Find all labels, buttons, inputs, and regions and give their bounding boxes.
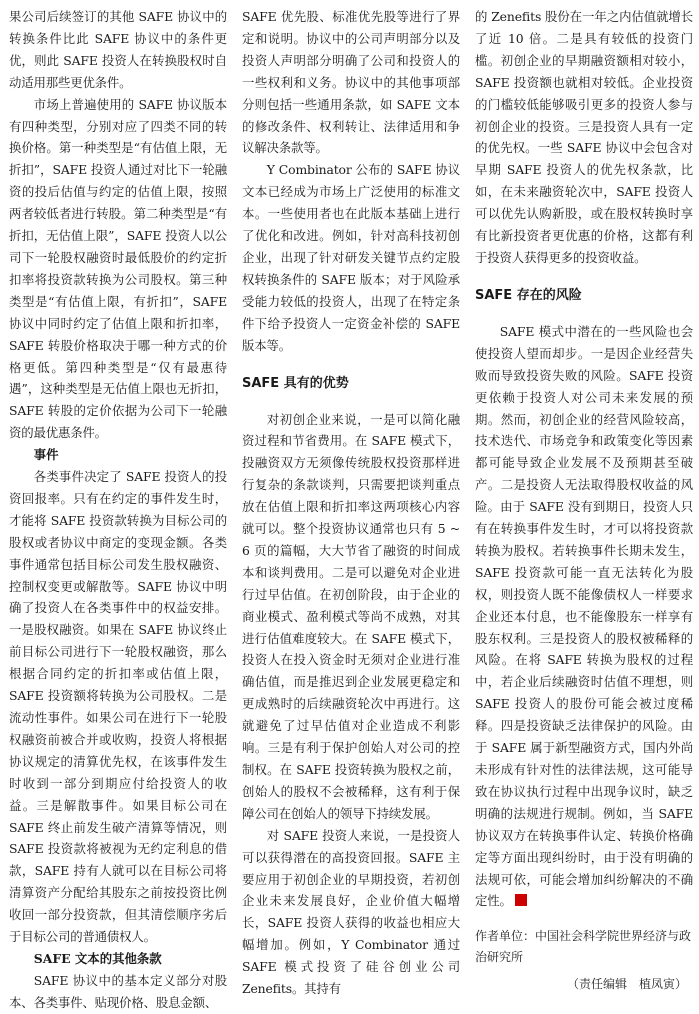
column-2 [242,6,460,1000]
editor-credit: （责任编辑 植凤寅） [566,977,687,992]
paragraph: 对初创企业来说，一是可以简化融资过程和节省费用。在 SAFE 模式下，投融资双方无须像传统股权投资那样进行复杂的条款谈判，只需要把谈判重点放在估值上限和折扣率这两项核心内容就可以。整个投资协议通常也只有 5 ~ 6 页的篇幅，大大节省了融资的时间成本和谈判费用。二是可以避免对企业进行过早估值。在初创阶段，由于企业的商业模式、盈利模式等尚不成熟，对其进行估值难度较大。在 SAFE 模式下，投资人在投入资金时无须对企业进行准确估值，而是推迟到企业发展更稳定和更成熟时的后续融资轮次中再进行。这就避免了过早估值对企业造成不利影响。三是有利于保护创始人对公司的控制权。在 SAFE 投资转换为股权之前，创始人的股权不会被稀释，这有利于保障公司在创始人的领导下持续发展。 [242,411,460,821]
paragraph: 各类事件决定了 SAFE 投资人的投资回报率。只有在约定的事件发生时，才能将 SAFE 投资款转换为目标公司的股权或者协议中商定的变现金额。各类事件通常包括目标公司发生股权融资、控制权变更或解散等。SAFE 协议中明确了投资人在各类事件中的权益安排。一是股权融资。如果在 SAFE 协议终止前目标公司进行下一轮股权融资，那么根据合同约定的折扣率或估值上限，SAFE 投资额将转换为公司股权。二是流动性事件。如果公司在进行下一轮股权融资前被合并或收购，投资人将根据协议规定的清算优先权，在该事件发生时收到一部分到期应付给投资人的收益。三是解散事件。如果目标公司在 SAFE 终止前发生破产清算等情况，则 SAFE 投资款将被视为无约定利息的借款，SAFE 持有人就可以在目标公司将清算资产分配给其股东之前按投资比例收回一部分投资款，但其清偿顺序劣后于目标公司的普通债权人。 [9,469,227,945]
paragraph: 果公司后续签订的其他 SAFE 协议中的转换条件比此 SAFE 协议中的条件更优，则此 SAFE 投资人在转换股权时自动适用那些更优条件。 [9,9,227,90]
paragraph-last [475,321,693,912]
paragraph: 的 Zenefits 股份在一年之内估值就增长了近 10 倍。二是具有较低的投资门槛。初创企业的早期融资额相对较小，SAFE 投资额也就相对较低。企业投资的门槛较低能够吸引更多的投资人参与初创企业的投资。三是投资人具有一定的优先权。一些 SAFE 协议中会包含对早期 SAFE 投资人的优先权条款，比如，在未来融资轮次中，SAFE 投资人可以优先认购新股，或在股权转换时享有比新投资者更优惠的价格，这都有利于投资人获得更多的投资收益。 [475,9,693,265]
paragraph: 市场上普遍使用的 SAFE 协议版本有四种类型，分别对应了四类不同的转换价格。第一种类型是“有估值上限，无折扣”，SAFE 投资人通过对比下一轮融资的投后估值与约定的估值上限，按照两者较低者进行转股。第二种类型是“有折扣，无估值上限”，SAFE 投资人以公司下一轮股权融资时最低股价的约定折扣率将投资款转换为公司股权。第三种类型是“有估值上限，有折扣”，SAFE 协议中同时约定了估值上限和折扣率，SAFE 转股价格取决于哪一种方式的价格更低。第四种类型是“仅有最惠待遇”，这种类型是无估值上限也无折扣，SAFE 转股的定价依据为公司下一轮融资的最优惠条件。 [9,96,227,441]
paragraph: SAFE 优先股、标准优先股等进行了界定和说明。协议中的公司声明部分以及投资人声明部分明确了公司和投资人的一些权利和义务。协议中的其他事项部分则包括一些通用条款，如 SAFE 文本的修改条件、权利转让、法律适用和争议解决条款等。 [242,9,460,156]
paragraph: SAFE 协议中的基本定义部分对股本、各类事件、贴现价格、股息金额、 [9,972,227,1010]
paragraph-text: SAFE 模式中潜在的一些风险也会使投资人望而却步。一是因企业经营失败而导致投资失败的风险。SAFE 投资更依赖于投资人对公司未来发展的预期。然而，初创企业的经营风险较高，技术迭代、市场竞争和政策变化等因素都可能导致企业发展不及预期甚至破产。二是投资人无法取得股权收益的风险。由于 SAFE 没有到期日，投资人只有在转换事件发生时，才可以将投资款转换为股权。若转换事件长期未发生，SAFE 投资款可能一直无法转化为股权，则投资人既不能像债权人一样要求企业还本付息，也不能像股东一样享有股东权利。三是投资人的股权被稀释的风险。在将 SAFE 转换为股权的过程中，若企业后续融资时估值不理想，则 SAFE 投资人的股份可能会被过度稀释。四是投资缺乏法律保护的风险。由于 SAFE 属于新型融资方式，国内外尚未形成有针对性的法律法规，这可能导致在协议执行过程中出现争议时，缺乏明确的法规进行规制。例如，当 SAFE 协议双方在转换事件认定、转换价格确定等方面出现纠纷时，由于没有明确的法规可依，可能会增加纠纷解决的不确定性。 [475,323,693,909]
paragraph: 对 SAFE 投资人来说，一是投资人可以获得潜在的高投资回报。SAFE 主要应用于初创企业的早期投资，若初创企业未来发展良好，企业价值大幅增长，SAFE 投资人获得的收益也相应大幅增加。例如，Y Combinator 通过 SAFE 模式投资了硅谷创业公司 Zenefits。其持有 [242,827,460,997]
section-heading-risks: SAFE 存在的风险 [475,287,582,303]
section-heading-advantages: SAFE 具有的优势 [242,375,349,391]
author-affiliation: 作者单位：中国社会科学院世界经济与政治研究所 [475,929,692,965]
subheading-other-terms: SAFE 文本的其他条款 [33,950,162,966]
column-1 [9,6,227,1014]
subheading-events: 事件 [33,447,59,463]
column-3 [475,6,693,995]
end-mark-icon [515,894,527,906]
paragraph: Y Combinator 公布的 SAFE 协议文本已经成为市场上广泛使用的标准文本。一些使用者也在此版本基础上进行了优化和改进。例如，针对高科技初创企业，出现了针对研发关键节点约定股权转换条件的 SAFE 版本；对于风险承受能力较低的投资人，出现了在特定条件下给予投资人一定资金补偿的 SAFE 版本等。 [242,162,460,353]
